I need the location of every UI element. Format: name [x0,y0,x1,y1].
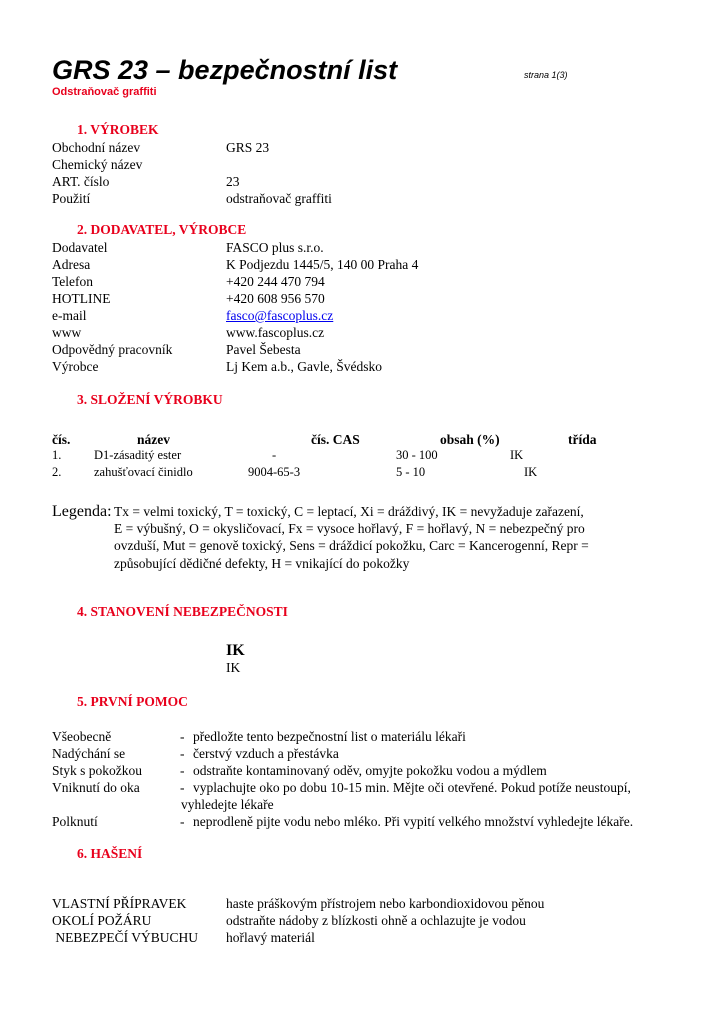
dash-marker: - [180,746,185,761]
value-explosion-hazard: hořlavý materiál [226,930,315,945]
label-email: e-mail [52,308,87,323]
value-trade-name: GRS 23 [226,140,270,155]
section-heading-hazards: 4. STANOVENÍ NEBEZPEČNOSTI [77,604,288,619]
email-link[interactable]: fasco@fascoplus.cz [226,308,334,323]
dash-marker: - [180,780,185,795]
col-header-number: čís. [52,432,71,447]
label-trade-name: Obchodní název [52,140,141,155]
label-art-number: ART. číslo [52,174,110,189]
hazard-class-bold: IK [226,642,245,659]
col-header-class: třída [568,432,597,447]
value-phone: +420 244 470 794 [226,274,325,289]
cell-number: 2. [52,465,62,479]
dash-marker: - [180,814,185,829]
value-responsible-person: Pavel Šebesta [226,342,301,357]
text-eye-contact-cont: vyhledejte lékaře [181,797,274,812]
cell-cas: - [272,448,277,462]
dash-marker: - [180,729,185,744]
section-heading-composition: 3. SLOŽENÍ VÝROBKU [77,392,223,407]
label-chemical-name: Chemický název [52,157,143,172]
text-ingestion: neprodleně pijte vodu nebo mléko. Při vypití velkého množství vyhledejte lékaře. [193,814,634,829]
cell-class: IK [510,448,524,462]
label-phone: Telefon [52,274,94,289]
legend-label: Legenda: [52,503,112,520]
value-supplier: FASCO plus s.r.o. [226,240,324,255]
value-www: www.fascoplus.cz [226,325,325,340]
cell-cas: 9004-65-3 [248,465,301,479]
value-manufacturer: Lj Kem a.b., Gavle, Švédsko [226,359,382,374]
label-address: Adresa [52,257,91,272]
label-fire-surroundings: OKOLÍ POŽÁRU [52,913,152,928]
text-inhalation: čerstvý vzduch a přestávka [193,746,339,761]
text-general: předložte tento bezpečnostní list o materiálu lékaři [193,729,466,744]
hazard-class: IK [226,660,241,675]
section-heading-product: 1. VÝROBEK [77,122,159,137]
cell-content: 30 - 100 [396,448,438,462]
col-header-content: obsah (%) [440,432,500,447]
label-inhalation: Nadýchání se [52,746,126,761]
col-header-cas: čís. CAS [311,432,360,447]
cell-content: 5 - 10 [396,465,426,479]
section-heading-first-aid: 5. PRVNÍ POMOC [77,694,188,709]
label-usage: Použití [52,191,91,206]
label-www: www [52,325,82,340]
label-responsible-person: Odpovědný pracovník [52,342,173,357]
value-art-number: 23 [226,174,240,189]
label-own-product: VLASTNÍ PŘÍPRAVEK [52,896,187,911]
cell-number: 1. [52,448,62,462]
legend-text: Tx = velmi toxický, T = toxický, C = leptací, Xi = dráždivý, IK = nevyžaduje zařazení, E = výbušný, O = okysličovací, Fx = vysoce hořlavý, F = hořlavý, N = nebezpečný pro ovzduší, Mut = genově toxický, Sens = dráždicí pokožku, Carc = Kancerogenní, Repr = způsobující dědičné defekty, H = vnikající do pokožky [114,504,589,571]
product-subtitle: Odstraňovač graffiti [52,86,157,98]
value-own-product: haste práškovým přístrojem nebo karbondioxidovou pěnou [226,896,545,911]
value-address: K Podjezdu 1445/5, 140 00 Praha 4 [226,257,419,272]
label-skin-contact: Styk s pokožkou [52,763,143,778]
text-eye-contact: vyplachujte oko po dobu 10-15 min. Mějte oči otevřené. Pokud potíže neustoupí, [193,780,631,795]
dash-marker: - [180,763,185,778]
section-heading-supplier: 2. DODAVATEL, VÝROBCE [77,222,247,237]
section-heading-firefighting: 6. HAŠENÍ [77,846,143,861]
col-header-name: název [137,432,170,447]
label-explosion-hazard: NEBEZPEČÍ VÝBUCHU [52,930,199,945]
label-supplier: Dodavatel [52,240,108,255]
cell-name: D1-zásaditý ester [94,448,182,462]
document-title: GRS 23 – bezpečnostní list [52,55,398,85]
value-fire-surroundings: odstraňte nádoby z blízkosti ohně a ochlazujte je vodou [226,913,526,928]
label-manufacturer: Výrobce [52,359,99,374]
value-usage: odstraňovač graffiti [226,191,332,206]
label-general: Všeobecně [52,729,112,744]
cell-name: zahušťovací činidlo [94,465,193,479]
label-ingestion: Polknutí [52,814,98,829]
label-hotline: HOTLINE [52,291,111,306]
page-number: strana 1(3) [524,70,568,80]
value-hotline: +420 608 956 570 [226,291,325,306]
cell-class: IK [524,465,538,479]
text-skin-contact: odstraňte kontaminovaný oděv, omyjte pokožku vodou a mýdlem [193,763,547,778]
label-eye-contact: Vniknutí do oka [52,780,140,795]
